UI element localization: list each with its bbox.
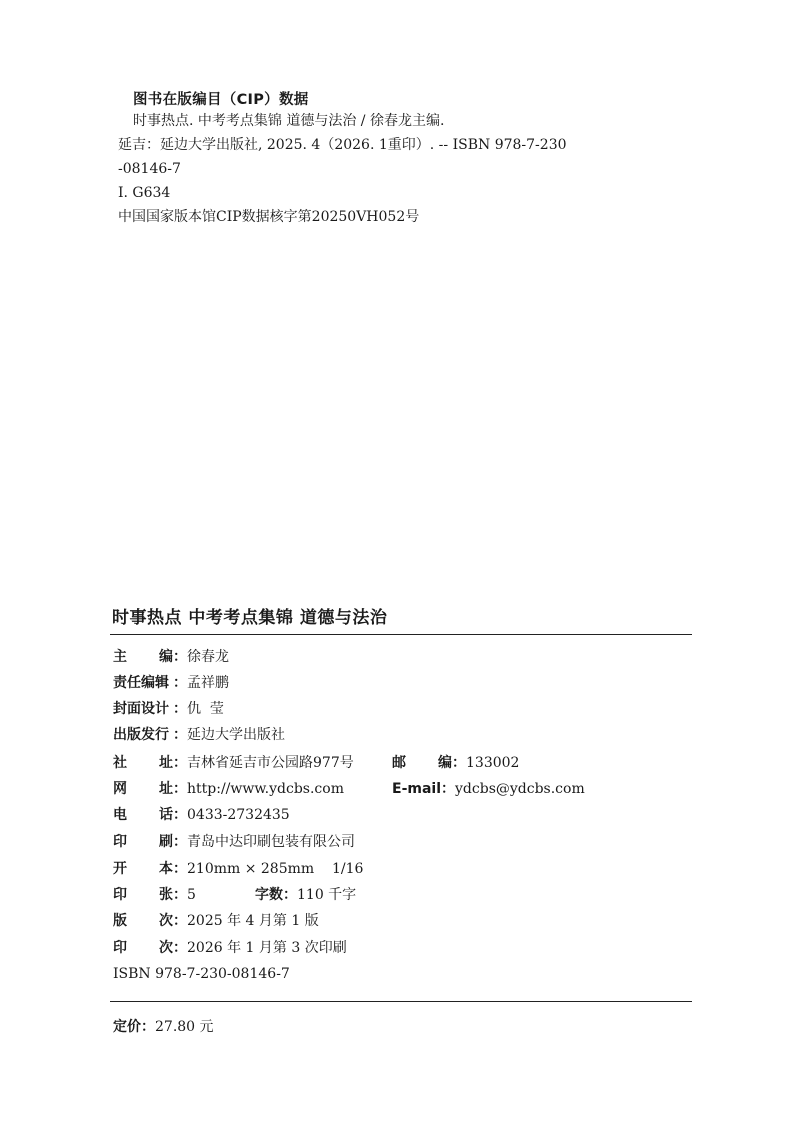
- price-row: 定价：27.80 元: [113, 1019, 214, 1035]
- email-field: E-mail：ydcbs@ydcbs.com: [392, 781, 585, 797]
- cover-design-label: 封面设计: [113, 701, 169, 717]
- edition-row: 版 次 ：2025 年 4 月第 1 版: [113, 913, 319, 929]
- address-label: 社 址: [113, 755, 173, 771]
- printer-row: 印 刷 ：青岛中达印刷包装有限公司: [113, 834, 355, 850]
- phone-label: 电 话: [113, 807, 173, 823]
- postcode-field: 邮 编 ：133002: [392, 755, 520, 771]
- responsible-editor-row: 责任编辑 ：孟祥鹏: [113, 675, 229, 691]
- top-divider: [110, 634, 692, 635]
- phone-row: 电 话 ：0433-2732435: [113, 807, 290, 823]
- sheets-value: 5: [187, 887, 196, 903]
- sheets-label: 印 张: [113, 887, 173, 903]
- responsible-editor-label: 责任编辑: [113, 675, 169, 691]
- isbn-row: ISBN 978-7-230-08146-7: [113, 966, 290, 982]
- address-row: 社 址 ：吉林省延吉市公园路977号: [113, 755, 354, 771]
- responsible-editor-value: 孟祥鹏: [187, 675, 229, 691]
- email-value[interactable]: ydcbs@ydcbs.com: [455, 781, 585, 797]
- phone-value: 0433-2732435: [187, 807, 290, 823]
- price-value: 27.80 元: [155, 1019, 214, 1035]
- editor-value: 徐春龙: [187, 649, 229, 665]
- editor-row: 主 编 ：徐春龙: [113, 649, 229, 665]
- printing-label: 印 次: [113, 940, 173, 956]
- cip-heading: 图书在版编目（CIP）数据: [133, 92, 309, 108]
- printing-value: 2026 年 1 月第 3 次印刷: [187, 940, 347, 956]
- edition-label: 版 次: [113, 913, 173, 929]
- sheets-row: 印 张 ：5: [113, 887, 196, 903]
- publisher-label: 出版发行: [113, 727, 169, 743]
- postcode-label: 邮 编: [392, 755, 452, 771]
- cip-line-record-number: 中国国家版本馆CIP数据核字第20250VH052号: [118, 209, 420, 225]
- website-label: 网 址: [113, 781, 173, 797]
- address-value: 吉林省延吉市公园路977号: [187, 755, 354, 771]
- website-row: 网 址 ：http://www.ydcbs.com: [113, 781, 344, 797]
- postcode-value: 133002: [466, 755, 520, 771]
- cover-design-row: 封面设计 ：仇 莹: [113, 701, 224, 717]
- cover-design-value: 仇 莹: [187, 701, 224, 717]
- printer-label: 印 刷: [113, 834, 173, 850]
- cip-line-isbn-continued: -08146-7: [118, 161, 181, 177]
- publisher-row: 出版发行 ：延边大学出版社: [113, 727, 285, 743]
- cip-line-title: 时事热点. 中考考点集锦 道德与法治 / 徐春龙主编.: [133, 113, 445, 129]
- format-value: 210mm × 285mm 1/16: [187, 861, 364, 877]
- cip-line-classification: Ⅰ. G634: [118, 185, 171, 201]
- printer-value: 青岛中达印刷包装有限公司: [187, 834, 355, 850]
- words-value: 110 千字: [297, 887, 357, 903]
- cip-line-publication: 延吉：延边大学出版社, 2025. 4（2026. 1重印）. -- ISBN 978-7-230: [118, 137, 567, 153]
- price-label: 定价: [113, 1019, 141, 1035]
- words-label: 字数: [255, 887, 283, 903]
- printing-row: 印 次 ：2026 年 1 月第 3 次印刷: [113, 940, 347, 956]
- book-title: 时事热点 中考考点集锦 道德与法治: [112, 608, 388, 628]
- format-row: 开 本 ：210mm × 285mm 1/16: [113, 861, 364, 877]
- format-label: 开 本: [113, 861, 173, 877]
- editor-label: 主 编: [113, 649, 173, 665]
- email-label: E-mail: [392, 781, 442, 797]
- website-value[interactable]: http://www.ydcbs.com: [187, 781, 344, 797]
- words-field: 字数：110 千字: [255, 887, 357, 903]
- edition-value: 2025 年 4 月第 1 版: [187, 913, 319, 929]
- bottom-divider: [110, 1001, 692, 1002]
- publisher-value: 延边大学出版社: [187, 727, 285, 743]
